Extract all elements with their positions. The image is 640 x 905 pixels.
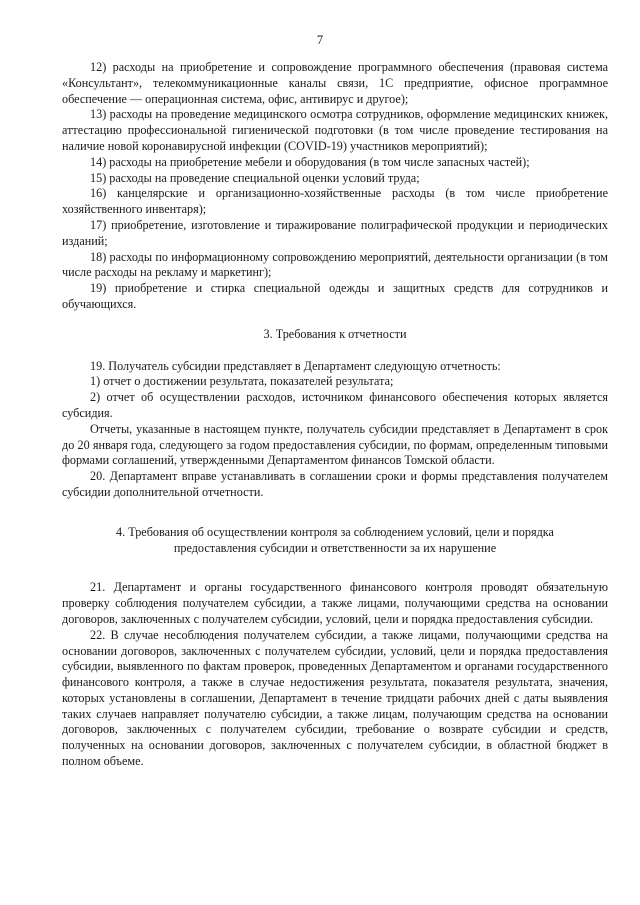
clause-19: 19. Получатель субсидии представляет в Департамент следующую отчетность:: [90, 358, 501, 373]
clause-19-reports: Отчеты, указанные в настоящем пункте, получатель субсидии представляет в Департамент в срок до 20 января года, следующего за годом предоставления субсидии, по формам, определенным типовыми формами соглашений, утвержденными Департаментом финансов Томской области.: [62, 421, 608, 468]
paragraph-item-13: 13) расходы на проведение медицинского осмотра сотрудников, оформление медицинских книжек, аттестацию профессиональной гигиенической подготовки (в том числе проведение тестирования на наличие новой коронавирусной инфекции (COVID-19) участников мероприятий);: [62, 107, 608, 153]
paragraph-item-14: 14) расходы на приобретение мебели и оборудования (в том числе запасных частей);: [90, 154, 530, 169]
paragraph-item-16: 16) канцелярские и организационно-хозяйственные расходы (в том числе приобретение хозяйственного инвентаря);: [62, 186, 608, 217]
page-number: 7: [316, 33, 324, 47]
clause-19-item-1: 1) отчет о достижении результата, показателей результата;: [90, 374, 394, 389]
section-4-heading-line-1: 4. Требования об осуществлении контроля за соблюдением условий, цели и порядка: [116, 524, 554, 539]
paragraph-item-12: 12) расходы на приобретение и сопровождение программного обеспечения (правовая система «Консультант», телекоммуникационные каналы связи, 1С предприятие, офисное программное обеспечение — операционная система, офис, антивирус и другое);: [62, 60, 608, 106]
paragraph-item-19: 19) приобретение и стирка специальной одежды и защитных средств для сотрудников и обучающихся.: [62, 281, 608, 311]
paragraph-item-15: 15) расходы на проведение специальной оценки условий труда;: [90, 170, 420, 185]
document-body: [62, 60, 608, 770]
clause-19-item-2: 2) отчет об осуществлении расходов, источником финансового обеспечения которых является субсидия.: [62, 390, 608, 420]
clause-20: 20. Департамент вправе устанавливать в соглашении сроки и формы представления получателем субсидии дополнительной отчетности.: [62, 469, 608, 499]
section-3-heading: 3. Требования к отчетности: [263, 326, 407, 341]
section-4-heading-line-2: предоставления субсидии и ответственности за их нарушение: [173, 540, 497, 555]
clause-22: 22. В случае несоблюдения получателем субсидии, а также лицами, получающими средства на основании договоров, заключенных с получателем субсидии, условий, цели и порядка предоставления субсидии, выявленного по фактам проверок, проведенных Департаментом и органами государственного финансового контроля, а также в случае недостижения результата, показателя результата, значения, которых установлены в соглашении, Департамент в течение тридцати рабочих дней с даты выявления таких случаев направляет получателю субсидии, а также лицам, получающим средства на основании договоров, заключенных с получателем субсидии, требование о возврате субсидии и средств, полученных на основании договоров, заключенных с получателем субсидии, в областной бюджет в полном объеме.: [62, 627, 608, 769]
clause-21: 21. Департамент и органы государственного финансового контроля проводят обязательную проверку соблюдения получателем субсидии, а также лицами, получающими средства на основании договоров, заключенных с получателем субсидии, условий, цели и порядка предоставления субсидии.: [62, 580, 608, 626]
paragraph-item-17: 17) приобретение, изготовление и тиражирование полиграфической продукции и периодических изданий;: [62, 217, 608, 248]
paragraph-item-18: 18) расходы по информационному сопровождению мероприятий, деятельности организации (в том числе расходы на рекламу и маркетинг);: [62, 249, 608, 280]
